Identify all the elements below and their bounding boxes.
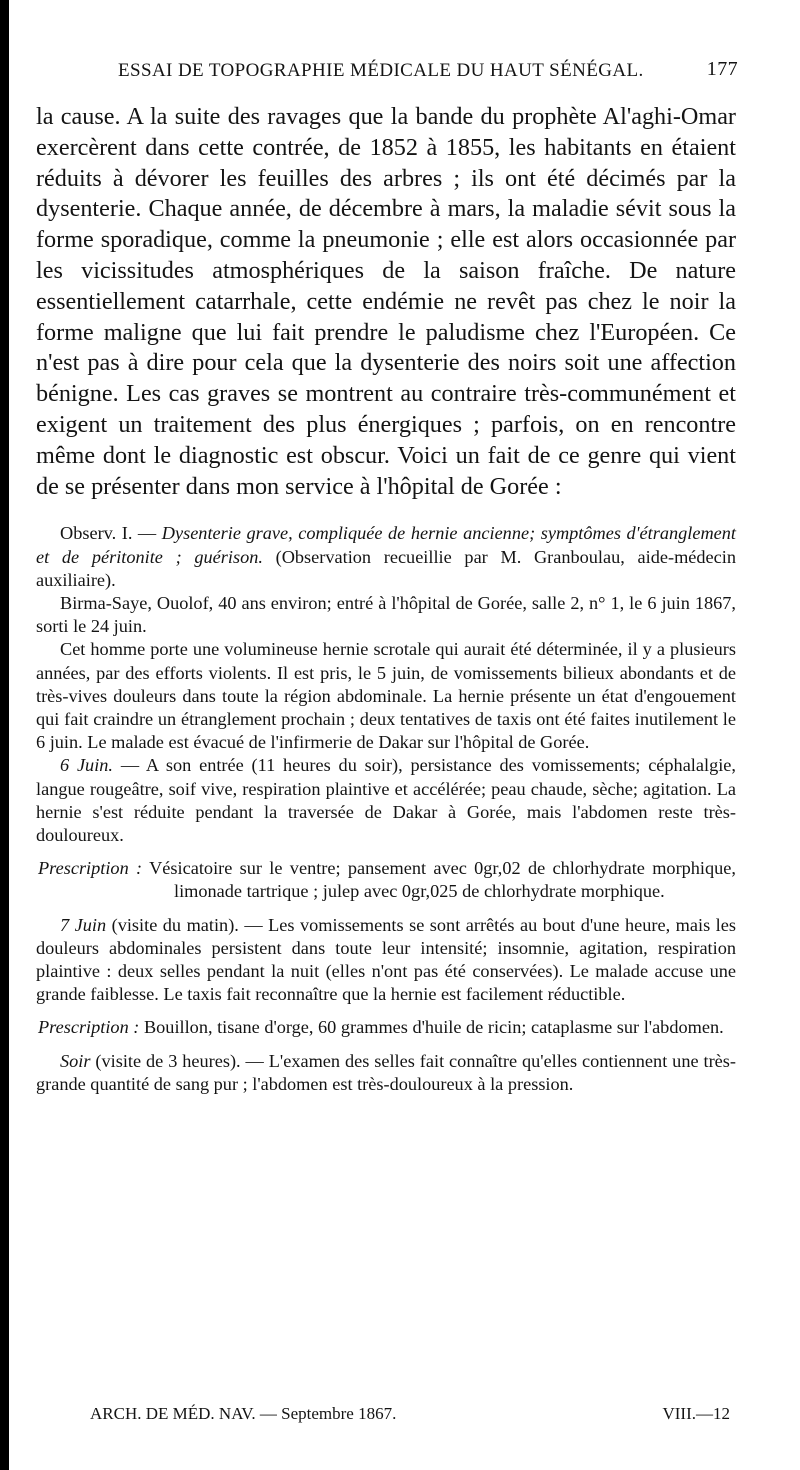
scan-border bbox=[0, 0, 9, 1470]
observation-title: Dysenterie grave, compliquée de hernie ancienne; symptômes d'étranglement et de péritonite ; guérison. bbox=[36, 523, 736, 567]
entry-evening-label: Soir bbox=[60, 1050, 91, 1071]
entry-evening-text: (visite de 3 heures). — L'examen des selles fait connaître qu'elles contiennent une très-grande quantité de sang pur ; l'abdomen est très-douloureux à la pression. bbox=[36, 1050, 736, 1094]
observation-source: (Observation recueillie par M. Granboulau, aide-médecin auxiliaire). bbox=[36, 546, 736, 590]
prescription-2-text: Bouillon, tisane d'orge, 60 grammes d'huile de ricin; cataplasme sur l'abdomen. bbox=[143, 1017, 724, 1038]
observation-label: Observ. I. — bbox=[60, 523, 157, 544]
footer-journal-ref: ARCH. DE MÉD. NAV. — Septembre 1867. bbox=[90, 1404, 397, 1423]
header-title: ESSAI DE TOPOGRAPHIE MÉDICALE DU HAUT SÉNÉGAL. bbox=[118, 60, 644, 81]
prescription-2-label: Prescription : bbox=[38, 1017, 140, 1038]
entry-june-6 bbox=[36, 754, 736, 847]
prescription-1 bbox=[36, 857, 736, 903]
patient-history: Cet homme porte une volumineuse hernie scrotale qui aurait été déterminée, il y a plusieurs années, par des efforts violents. Il est pris, le 5 juin, de vomissements bilieux abondants et de très-vives douleurs dans toute la région abdominale. La hernie présente un état d'engouement qui fait craindre un étranglement prochain ; deux tentatives de taxis ont été faites inutilement le 6 juin. Le malade est évacué de l'infirmerie de Dakar sur l'hôpital de Gorée. bbox=[36, 639, 736, 753]
prescription-2 bbox=[36, 1016, 736, 1039]
page-body bbox=[36, 102, 736, 1096]
running-header bbox=[118, 60, 738, 90]
patient-info: Birma-Saye, Ouolof, 40 ans environ; entré à l'hôpital de Gorée, salle 2, n° 1, le 6 juin 1867, sorti le 24 juin. bbox=[36, 592, 736, 637]
entry-june-7-label: 7 Juin bbox=[60, 914, 107, 935]
entry-june-7 bbox=[36, 914, 736, 1007]
footer-signature-mark: VIII.—12 bbox=[662, 1404, 730, 1423]
entry-june-7-text: (visite du matin). — Les vomissements se sont arrêtés au bout d'une heure, mais les douleurs abdominales persistent dans toute leur intensité; insomnie, agitation, respiration plaintive : deux selles pendant la nuit (elles n'ont pas été conservées). Le malade accuse une grande faiblesse. Le taxis fait reconnaître que la hernie est facilement réductible. bbox=[36, 914, 736, 1005]
page-number: 177 bbox=[706, 58, 738, 80]
prescription-1-label: Prescription : bbox=[38, 858, 143, 879]
entry-june-6-text: — A son entrée (11 heures du soir), persistance des vomissements; céphalalgie, langue rougeâtre, soif vive, respiration plaintive et accélérée; peau chaude, sèche; agitation. La hernie s'est réduite pendant la traversée de Dakar à Gorée, mais l'abdomen reste très-douloureux. bbox=[36, 755, 736, 845]
prescription-1-text: Vésicatoire sur le ventre; pansement avec 0gr,02 de chlorhydrate morphique, limonade tartrique ; julep avec 0gr,025 de chlorhydrate morphique. bbox=[149, 858, 736, 902]
entry-evening bbox=[36, 1050, 736, 1096]
entry-june-6-label: 6 Juin. bbox=[60, 755, 113, 776]
observation-heading bbox=[36, 522, 736, 592]
page-footer bbox=[90, 1404, 730, 1430]
intro-paragraph: la cause. A la suite des ravages que la bande du prophète Al'aghi-Omar exercèrent dans cette contrée, de 1852 à 1855, les habitants en étaient réduits à dévorer les feuilles des arbres ; ils ont été décimés par la dysenterie. Chaque année, de décembre à mars, la maladie sévit sous la forme sporadique, comme la pneumonie ; elle est alors occasionnée par les vicissitudes atmosphériques de la saison fraîche. De nature essentiellement catarrhale, cette endémie ne revêt pas chez le noir la forme maligne que lui fait prendre le paludisme chez l'Européen. Ce n'est pas à dire pour cela que la dysenterie des noirs soit une affection bénigne. Les cas graves se montrent au contraire très-communément et exigent un traitement des plus énergiques ; parfois, on en rencontre même dont le diagnostic est obscur. Voici un fait de ce genre qui vient de se présenter dans mon service à l'hôpital de Gorée : bbox=[36, 103, 736, 500]
